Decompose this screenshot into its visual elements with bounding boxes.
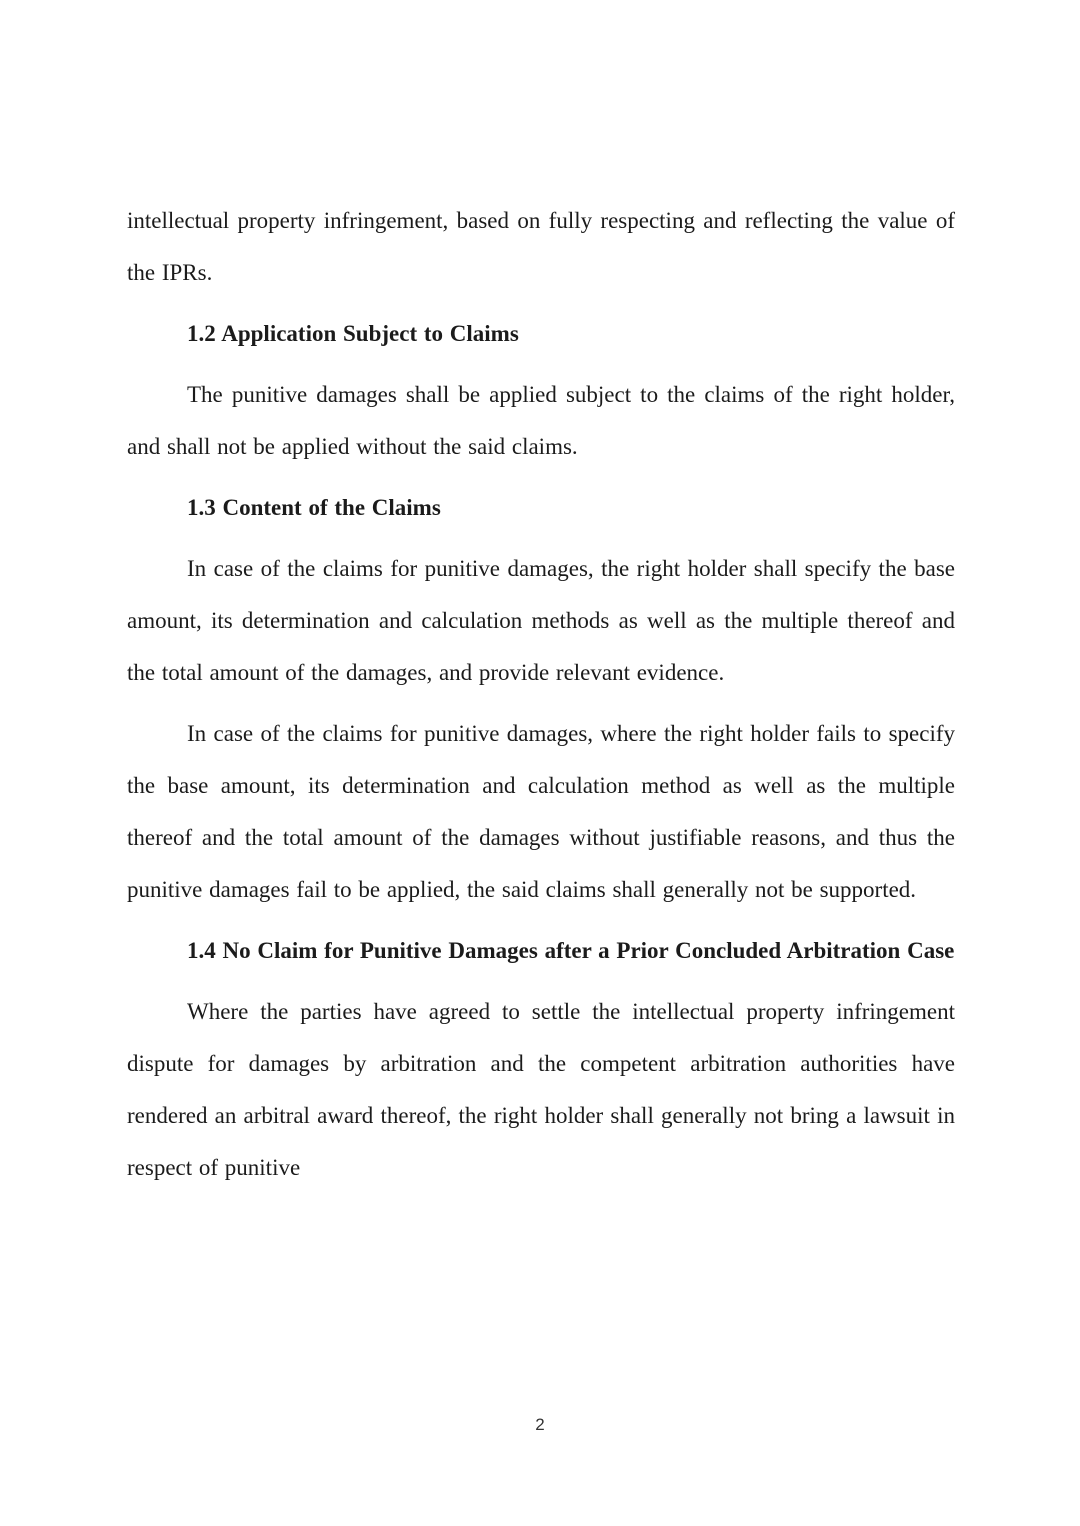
paragraph: Where the parties have agreed to settle the intellectual property infringement dispute for damages by arbitration and the competent arbitration authorities have rendered an arbitral award thereof, the right holder shall generally not bring a lawsuit in respect of punitive xyxy=(127,999,955,1180)
page-number: 2 xyxy=(535,1415,545,1434)
paragraph: The punitive damages shall be applied subject to the claims of the right holder, and shall not be applied without the said claims. xyxy=(127,382,955,459)
document-content xyxy=(127,195,955,1203)
paragraph: In case of the claims for punitive damages, where the right holder fails to specify the base amount, its determination and calculation method as well as the multiple thereof and the total amount of the damages without justifiable reasons, and thus the punitive damages fail to be applied, the said claims shall generally not be supported. xyxy=(127,721,955,902)
section-heading-1-3: 1.3 Content of the Claims xyxy=(187,495,441,520)
section-heading-1-4: 1.4 No Claim for Punitive Damages after a Prior Concluded Arbitration Case xyxy=(187,938,955,963)
paragraph: In case of the claims for punitive damages, the right holder shall specify the base amount, its determination and calculation methods as well as the multiple thereof and the total amount of the damages, and provide relevant evidence. xyxy=(127,556,955,685)
paragraph-continued: intellectual property infringement, based on fully respecting and reflecting the value of the IPRs. xyxy=(127,208,955,285)
section-heading-1-2: 1.2 Application Subject to Claims xyxy=(187,321,519,346)
